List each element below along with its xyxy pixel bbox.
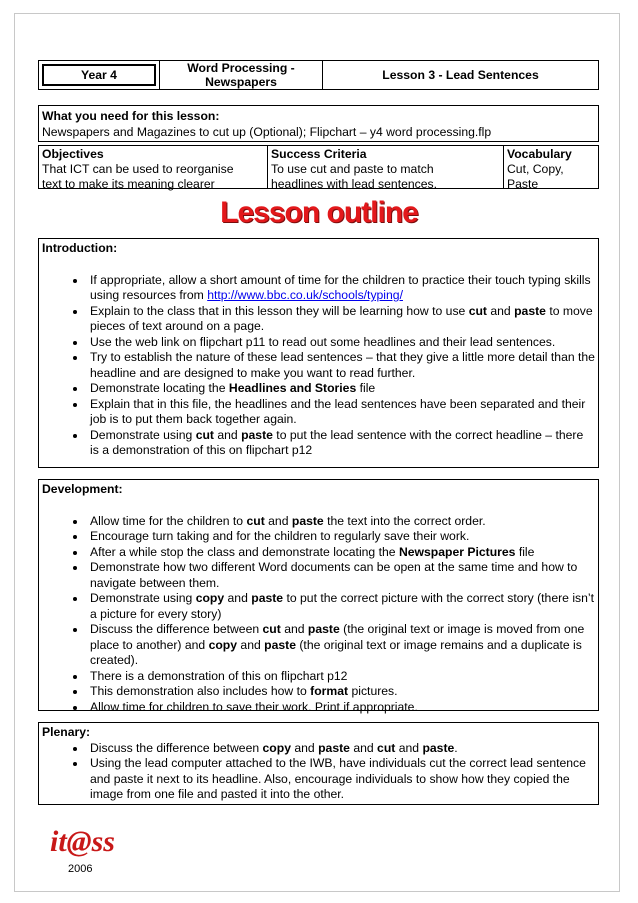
objectives-heading: Objectives: [42, 147, 104, 161]
vocabulary-heading: Vocabulary: [507, 147, 572, 161]
introduction-list: [42, 273, 595, 459]
lesson-title: Lesson 3 - Lead Sentences: [382, 68, 539, 82]
list-item: • Encourage turn taking and for the children to regularly save their work.: [87, 529, 595, 545]
topic-line2: Newspapers: [205, 75, 277, 89]
needs-text: Newspapers and Magazines to cut up (Optional); Flipchart – y4 word processing.flp: [42, 125, 492, 139]
list-item: • Discuss the difference between cut and paste (the original text or image is moved from one place to another) and copy and paste (the original text or image remains and a duplicate is created).: [87, 622, 595, 669]
list-item: • Try to establish the nature of these lead sentences – that they give a little more detail than the headline and are designed to make you want to read further.: [87, 350, 595, 381]
list-item: • Allow time for the children to cut and paste the text into the correct order.: [87, 514, 595, 530]
success-line2: headlines with lead sentences.: [271, 177, 437, 191]
list-item: • Explain to the class that in this lesson they will be learning how to use cut and paste to move pieces of text around on a page.: [87, 304, 595, 335]
year-cell: [39, 61, 160, 89]
list-item: • Demonstrate using copy and paste to put the correct picture with the correct story (there isn’t a picture for every story): [87, 591, 595, 622]
list-item: • Discuss the difference between copy and paste and cut and paste.: [87, 741, 595, 757]
objectives-cell: [39, 146, 268, 191]
lesson-header: [38, 60, 599, 90]
list-item: • Demonstrate using cut and paste to put the lead sentence with the correct headline – there is a demonstration of this on flipchart p12: [87, 428, 595, 459]
list-item: • Allow time for children to save their work. Print if appropriate.: [87, 700, 595, 716]
success-line1: To use cut and paste to match: [271, 162, 434, 176]
list-item: • After a while stop the class and demonstrate locating the Newspaper Pictures file: [87, 545, 595, 561]
year-label: Year 4: [44, 66, 154, 84]
footer-year: 2006: [68, 863, 93, 875]
year-badge: [42, 64, 156, 86]
list-item: • Explain that in this file, the headlines and the lead sentences have been separated and their job is to put them back together again.: [87, 397, 595, 428]
list-item: • There is a demonstration of this on flipchart p12: [87, 669, 595, 685]
development-box: [38, 479, 599, 714]
topic-cell: [160, 61, 323, 89]
list-item: • Demonstrate locating the Headlines and Stories file: [87, 381, 595, 397]
development-list: [42, 514, 595, 716]
lesson-outline-title: Lesson outline: [220, 196, 418, 229]
success-heading: Success Criteria: [271, 147, 367, 161]
needs-box: [38, 105, 599, 142]
introduction-heading: Introduction:: [42, 241, 118, 255]
objectives-line2: text to make its meaning clearer: [42, 177, 215, 191]
plenary-list: [42, 741, 595, 803]
list-item: • Using the lead computer attached to the IWB, have individuals cut the correct lead sentence and paste it next to its headline. Also, encourage individuals to show how they copied the image from one file and pasted it into the other.: [87, 756, 595, 803]
list-item: • If appropriate, allow a short amount of time for the children to practice their touch typing skills using resources from http://www.bbc.co.uk/schools/typing/: [87, 273, 595, 304]
development-heading: Development:: [42, 482, 123, 496]
list-item: • Use the web link on flipchart p11 to read out some headlines and their lead sentences.: [87, 335, 595, 351]
objectives-table: [38, 145, 599, 189]
success-cell: [268, 146, 504, 191]
introduction-box: [38, 238, 599, 468]
plenary-box: [38, 722, 599, 805]
vocabulary-text: Cut, Copy, Paste: [507, 162, 564, 191]
topic-line1: Word Processing -: [187, 61, 295, 75]
typing-link[interactable]: http://www.bbc.co.uk/schools/typing/: [207, 288, 403, 302]
itass-logo: it@ss: [50, 825, 115, 858]
plenary-heading: Plenary:: [42, 725, 91, 739]
needs-heading: What you need for this lesson:: [42, 109, 220, 123]
vocabulary-cell: [504, 146, 598, 191]
list-item: • Demonstrate how two different Word documents can be open at the same time and how to navigate between them.: [87, 560, 595, 591]
objectives-line1: That ICT can be used to reorganise: [42, 162, 234, 176]
list-item: • This demonstration also includes how to format pictures.: [87, 684, 595, 700]
